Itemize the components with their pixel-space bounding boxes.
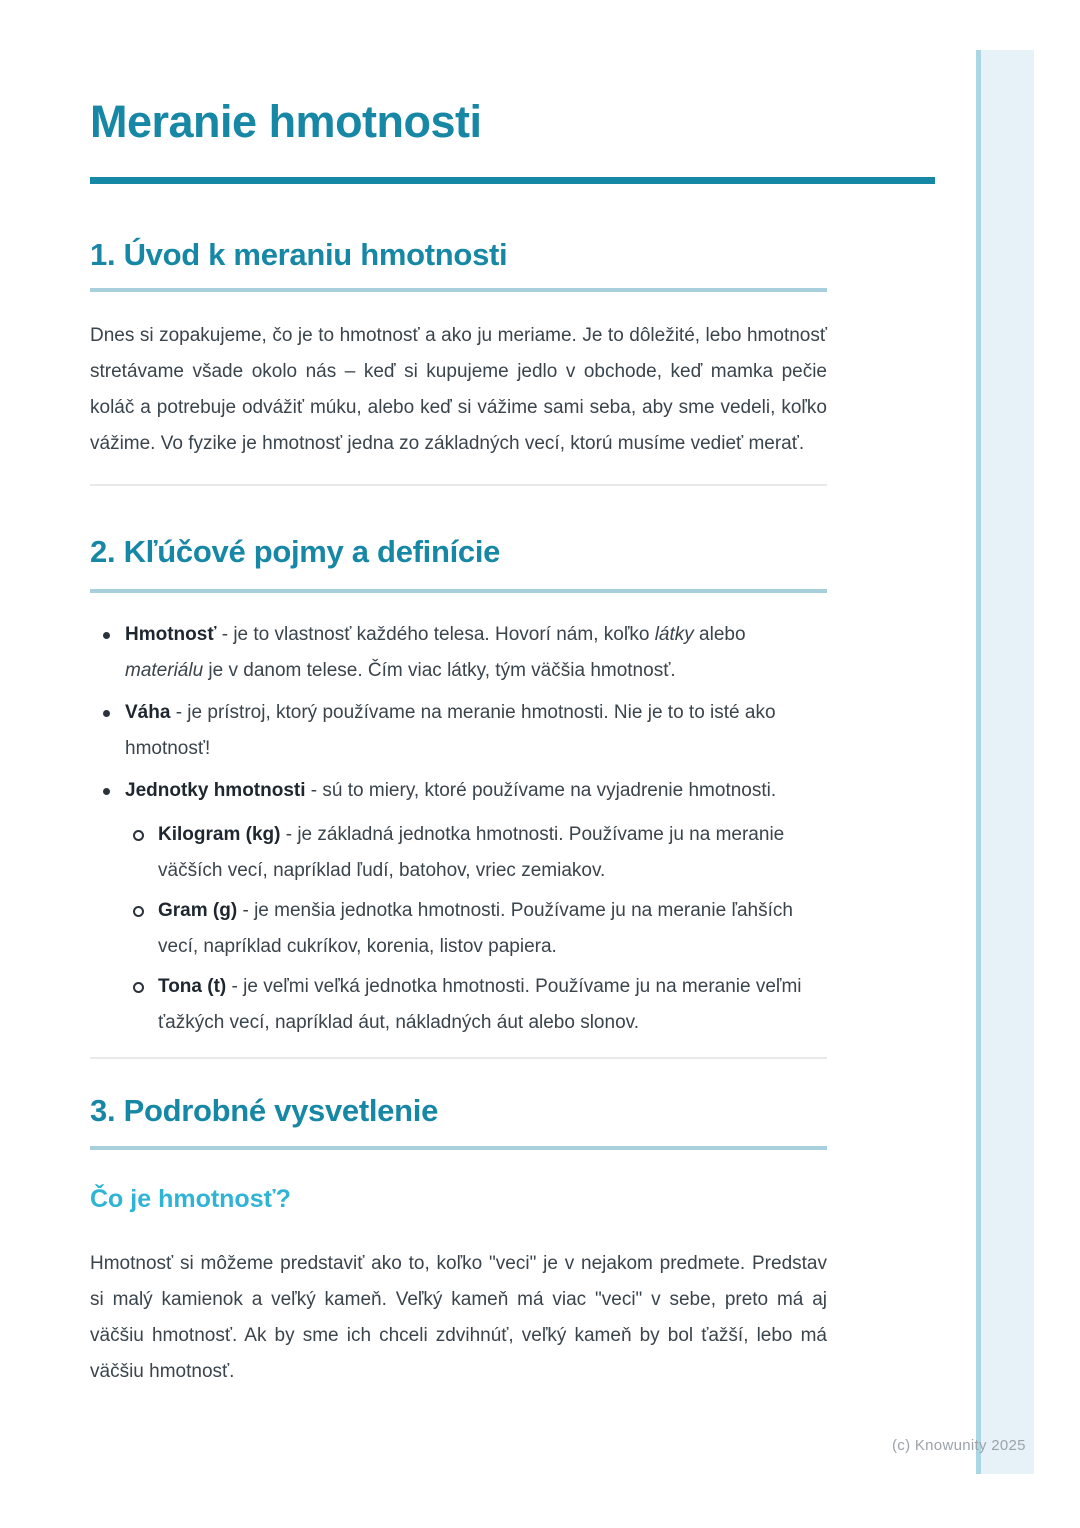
term-definition: - je menšia jednotka hmotnosti. Používame ju na meranie ľahších vecí, napríklad cukríkov, korenia, listov papiera. (158, 900, 793, 958)
section-1-underline (90, 288, 827, 292)
term-definition: - je to vlastnosť každého telesa. Hovorí nám, koľko (216, 624, 655, 646)
term-definition: - sú to miery, ktoré používame na vyjadrenie hmotnosti. (305, 780, 777, 802)
section-3-paragraph: Hmotnosť si môžeme predstaviť ako to, koľko "veci" je v nejakom predmete. Predstav si malý kamienok a veľký kameň. Veľký kameň má viac "veci" v sebe, preto má aj väčšiu hmotnosť. Ak by sme ich chceli zdvihnúť, veľký kameň by bol ťažší, lebo má väčšiu hmotnosť. (90, 1253, 827, 1383)
units-sublist (125, 817, 827, 1041)
key-terms-list (90, 617, 827, 1041)
term-label: Hmotnosť (125, 624, 217, 646)
section-2-underline (90, 589, 827, 593)
list-item-jednotky (90, 773, 827, 1041)
section-explanation (90, 1093, 827, 1390)
section-3-underline (90, 1146, 827, 1150)
term-definition: - je prístroj, ktorý používame na meranie hmotnosti. Nie je to to isté ako hmotnosť! (125, 702, 776, 760)
italic-word: látky (654, 624, 694, 646)
italic-word: materiálu (125, 660, 204, 682)
section-2-heading: 2. Kľúčové pojmy a definície (90, 534, 501, 570)
title-rule (90, 177, 935, 184)
section-1-paragraph: Dnes si zopakujeme, čo je to hmotnosť a ako ju meriame. Je to dôležité, lebo hmotnosť stretávame všade okolo nás – keď si kupujeme jedlo v obchode, keď mamka pečie koláč a potrebuje odvážiť múku, alebo keď si vážime sami seba, aby sme vedeli, koľko vážime. Vo fyzike je hmotnosť jedna zo základných vecí, ktorú musíme vedieť merať. (90, 325, 827, 455)
content-column (90, 0, 827, 1390)
page-title: Meranie hmotnosti (90, 96, 482, 147)
section-divider (90, 1057, 827, 1059)
term-label: Kilogram (kg) (158, 824, 281, 846)
subsection-heading: Čo je hmotnosť? (90, 1185, 291, 1214)
term-label: Gram (g) (158, 900, 238, 922)
term-definition: alebo (693, 624, 746, 646)
term-definition: - je základná jednotka hmotnosti. Používame ju na meranie väčších vecí, napríklad ľudí, batohov, vriec zemiakov. (158, 824, 785, 882)
section-divider (90, 484, 827, 486)
term-label: Jednotky hmotnosti (125, 780, 306, 802)
term-definition: je v danom telese. Čím viac látky, tým väčšia hmotnosť. (203, 660, 676, 682)
section-1-heading: 1. Úvod k meraniu hmotnosti (90, 237, 508, 273)
side-panel (976, 50, 1034, 1474)
list-item-hmotnost (90, 617, 827, 689)
list-item-vaha (90, 695, 827, 767)
list-item-gram (125, 893, 827, 965)
list-item-kilogram (125, 817, 827, 889)
section-intro (90, 237, 827, 462)
watermark: (c) Knowunity 2025 (892, 1437, 1026, 1454)
section-key-terms (90, 534, 827, 1041)
term-label: Tona (t) (158, 976, 227, 998)
list-item-tona (125, 969, 827, 1041)
term-label: Váha (125, 702, 171, 724)
term-definition: - je veľmi veľká jednotka hmotnosti. Používame ju na meranie veľmi ťažkých vecí, napríklad áut, nákladných áut alebo slonov. (158, 976, 802, 1034)
section-3-heading: 3. Podrobné vysvetlenie (90, 1093, 439, 1129)
